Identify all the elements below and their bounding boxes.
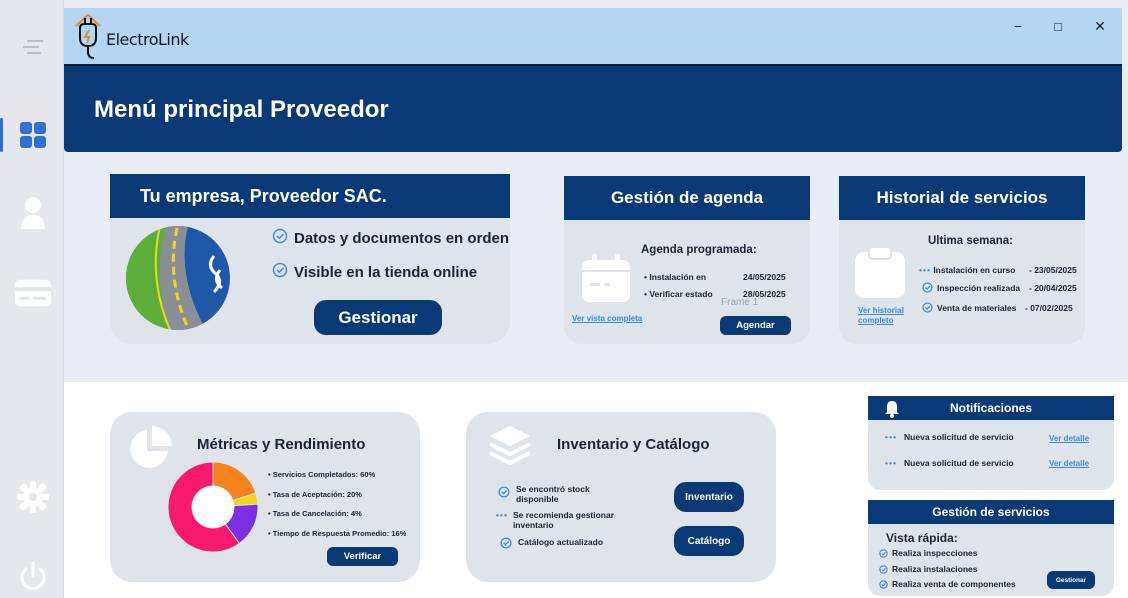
verify-button[interactable]: Verificar (327, 547, 398, 566)
check-circle-icon (879, 565, 888, 574)
payment-card-icon[interactable] (14, 274, 52, 312)
title-bar (64, 8, 1122, 66)
inventory-item-2: ••• Se recomienda gestionar inventario (496, 510, 615, 530)
inventory-button[interactable]: Inventario (674, 482, 744, 512)
notification-item-2: ••• Nueva solicitud de servicio (885, 458, 1014, 468)
notifications-card (868, 396, 1114, 490)
check-circle-icon (922, 282, 933, 293)
manage-company-button[interactable]: Gestionar (314, 300, 442, 335)
agenda-card (564, 176, 810, 344)
schedule-button[interactable]: Agendar (720, 316, 791, 335)
company-check-1: Datos y documentos en orden (272, 228, 509, 248)
catalog-button[interactable]: Catálogo (674, 526, 744, 556)
manage-services-button[interactable]: Gestionar (1047, 571, 1095, 589)
dots-icon: ••• (885, 458, 897, 468)
profile-icon[interactable] (14, 194, 52, 232)
check-circle-icon (272, 228, 288, 248)
page-title: Menú principal Proveedor (94, 96, 389, 123)
dots-icon: ••• (919, 265, 931, 275)
clipboard-icon (853, 246, 907, 305)
company-card (110, 174, 510, 344)
notification-item-1: ••• Nueva solicitud de servicio (885, 432, 1014, 442)
layers-stack-icon (488, 424, 532, 471)
quick-item-1: Realiza inspecciones (879, 548, 978, 558)
sidebar (0, 0, 64, 598)
check-circle-icon (922, 302, 933, 313)
active-indicator (0, 118, 3, 152)
minimize-button[interactable]: − (1013, 18, 1023, 34)
dashboard-icon[interactable] (14, 116, 52, 154)
metrics-donut-chart (166, 460, 260, 554)
agenda-row-2-date: 28/05/2025 (743, 289, 786, 299)
quick-item-3: Realiza venta de componentes (879, 579, 1016, 589)
history-row-2: Inspección realizada (922, 282, 1020, 293)
agenda-row-1-date: 24/05/2025 (743, 272, 786, 282)
legend-item-1: • Servicios Completados: 60% (268, 470, 376, 479)
header-banner (64, 66, 1122, 152)
agenda-row-2-label: • Verificar estado (644, 289, 713, 299)
inventory-item-3: Catálogo actualizado (500, 537, 603, 549)
inventory-card (466, 412, 776, 582)
dots-icon: ••• (496, 510, 508, 520)
service-management-title: Gestión de servicios (868, 500, 1114, 524)
menu-toggle-icon[interactable] (14, 28, 52, 66)
history-row-1-date: - 23/05/2025 (1029, 265, 1077, 275)
quick-item-2: Realiza instalaciones (879, 564, 978, 574)
metrics-title: Métricas y Rendimiento (197, 436, 366, 453)
notification-1-detail-link[interactable]: Ver detalle (1049, 434, 1090, 443)
calendar-icon (580, 252, 632, 309)
app-name: ElectroLink (106, 30, 189, 49)
company-check-2: Visible en la tienda online (272, 262, 477, 282)
history-row-1: ••• Instalación en curso (919, 265, 1016, 275)
metrics-card (110, 412, 420, 582)
notification-2-detail-link[interactable]: Ver detalle (1049, 459, 1090, 468)
agenda-row-1-label: • Instalación en (644, 272, 707, 282)
legend-item-2: • Tasa de Aceptación: 20% (268, 489, 362, 499)
check-circle-icon (500, 537, 512, 549)
history-card-title: Historial de servicios (839, 176, 1085, 220)
history-subtitle: Ultima semana: (928, 235, 1014, 247)
view-full-agenda-link[interactable]: Ver vista completa (572, 314, 643, 323)
electrolink-logo-icon (70, 12, 106, 60)
check-circle-icon (498, 486, 510, 498)
dots-icon: ••• (885, 432, 897, 442)
close-button[interactable]: ✕ (1094, 17, 1106, 34)
bell-icon (884, 400, 900, 421)
service-management-card (868, 500, 1114, 596)
quick-view-label: Vista rápida: (886, 531, 958, 545)
inventory-item-1: Se encontró stock disponible (498, 484, 590, 504)
donut-hole (192, 486, 234, 528)
company-card-title: Tu empresa, Proveedor SAC. (110, 174, 510, 218)
history-row-3: Venta de materiales (922, 302, 1016, 313)
agenda-card-title: Gestión de agenda (564, 176, 810, 220)
check-circle-icon (272, 262, 288, 282)
settings-gear-icon[interactable] (14, 478, 52, 516)
legend-item-3: • Tasa de Cancelación: 4% (268, 509, 362, 518)
legend-item-4: • Tiempo de Respuesta Promedio: 16% (268, 528, 407, 538)
check-circle-icon (879, 549, 888, 558)
metrics-legend (268, 470, 406, 548)
frame-label: Frame 1 (721, 297, 759, 308)
history-row-2-date: - 20/04/2025 (1029, 283, 1077, 293)
maximize-button[interactable]: □ (1054, 18, 1062, 34)
service-history-card (839, 176, 1085, 344)
power-icon[interactable] (14, 558, 52, 596)
company-road-logo-icon (126, 226, 230, 335)
history-row-3-date: - 07/02/2025 (1025, 303, 1073, 313)
notifications-header: Notificaciones (868, 396, 1114, 420)
check-circle-icon (879, 580, 888, 589)
view-full-history-link[interactable]: Ver historial completo (858, 306, 904, 325)
agenda-subtitle: Agenda programada: (641, 244, 757, 256)
inventory-title: Inventario y Catálogo (557, 436, 710, 453)
